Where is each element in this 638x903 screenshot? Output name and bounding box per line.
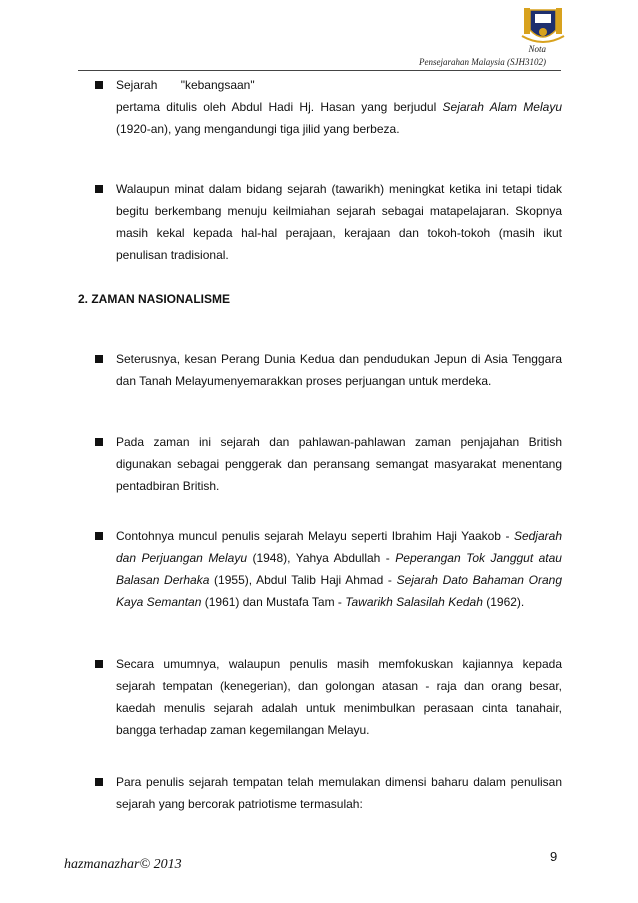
book-title: Sedjarah dan Perjuangan Melayu [116, 529, 562, 565]
book-title: Peperangan Tok Janggut atau Balasan Derhaka [116, 551, 562, 587]
bullet-paragraph [116, 74, 562, 140]
bullet-icon [95, 355, 103, 363]
text-span: (1948), Yahya Abdullah - [247, 551, 396, 565]
section-heading: 2. ZAMAN NASIONALISME [78, 292, 231, 306]
bullet-icon [95, 660, 103, 668]
bullet-paragraph: Pada zaman ini sejarah dan pahlawan-pahlawan zaman penjajahan British digunakan sebagai penggerak dan peransang semangat masyarakat menentang pentadbiran British. [116, 435, 562, 493]
text-span: pertama ditulis oleh Abdul Hadi Hj. Hasan yang berjudul [116, 100, 443, 114]
text-span: Contohnya muncul penulis sejarah Melayu seperti Ibrahim Haji Yaakob - [116, 529, 514, 543]
book-title: Sejarah Alam Melayu [442, 100, 562, 114]
paragraph-line: Sejarah "kebangsaan" [116, 78, 255, 92]
book-title: Sejarah Dato Bahaman Orang Kaya Semantan [116, 573, 562, 609]
text-span: (1955), Abdul Talib Haji Ahmad - [209, 573, 397, 587]
university-logo [520, 6, 566, 48]
bullet-icon [95, 778, 103, 786]
header-divider [78, 70, 561, 71]
footer-copyright: hazmanazhar© 2013 [64, 857, 182, 872]
bullet-paragraph: Walaupun minat dalam bidang sejarah (tawarikh) meningkat ketika ini tetapi tidak begitu berkembang menuju keilmiahan sejarah sebagai matapelajaran. Skopnya masih kekal kepada hal-hal perajaan, kerajaan dan tokoh-tokoh (masih ikut penulisan tradisional. [116, 182, 562, 262]
bullet-paragraph: Secara umumnya, walaupun penulis masih memfokuskan kajiannya kepada sejarah tempatan (kenegerian), dan golongan atasan - raja dan orang besar, kaedah menulis sejarah adalah untuk menimbulkan perasaan cinta tanahair, bangga terhadap zaman kegemilangan Melayu. [116, 657, 562, 737]
header-course: Pensejarahan Malaysia (SJH3102) [419, 57, 546, 67]
paragraph-text [116, 96, 562, 140]
text-span: (1920-an), yang mengandungi tiga jilid yang berbeza. [116, 122, 400, 136]
text-span: (1962). [482, 595, 525, 609]
bullet-icon [95, 438, 103, 446]
book-title: Tawarikh Salasilah Kedah [345, 595, 483, 609]
bullet-paragraph: Seterusnya, kesan Perang Dunia Kedua dan pendudukan Jepun di Asia Tenggara dan Tanah Melayumenyemarakkan proses perjuangan untuk merdeka. [116, 352, 562, 388]
header-note: Nota [528, 44, 546, 54]
bullet-paragraph [116, 525, 562, 613]
bullet-paragraph: Para penulis sejarah tempatan telah memulakan dimensi baharu dalam penulisan sejarah yang bercorak patriotisme termasulah: [116, 775, 562, 811]
bullet-icon [95, 81, 103, 89]
page-number: 9 [550, 849, 558, 864]
bullet-icon [95, 532, 103, 540]
text-span: (1961) dan Mustafa Tam - [201, 595, 346, 609]
bullet-icon [95, 185, 103, 193]
